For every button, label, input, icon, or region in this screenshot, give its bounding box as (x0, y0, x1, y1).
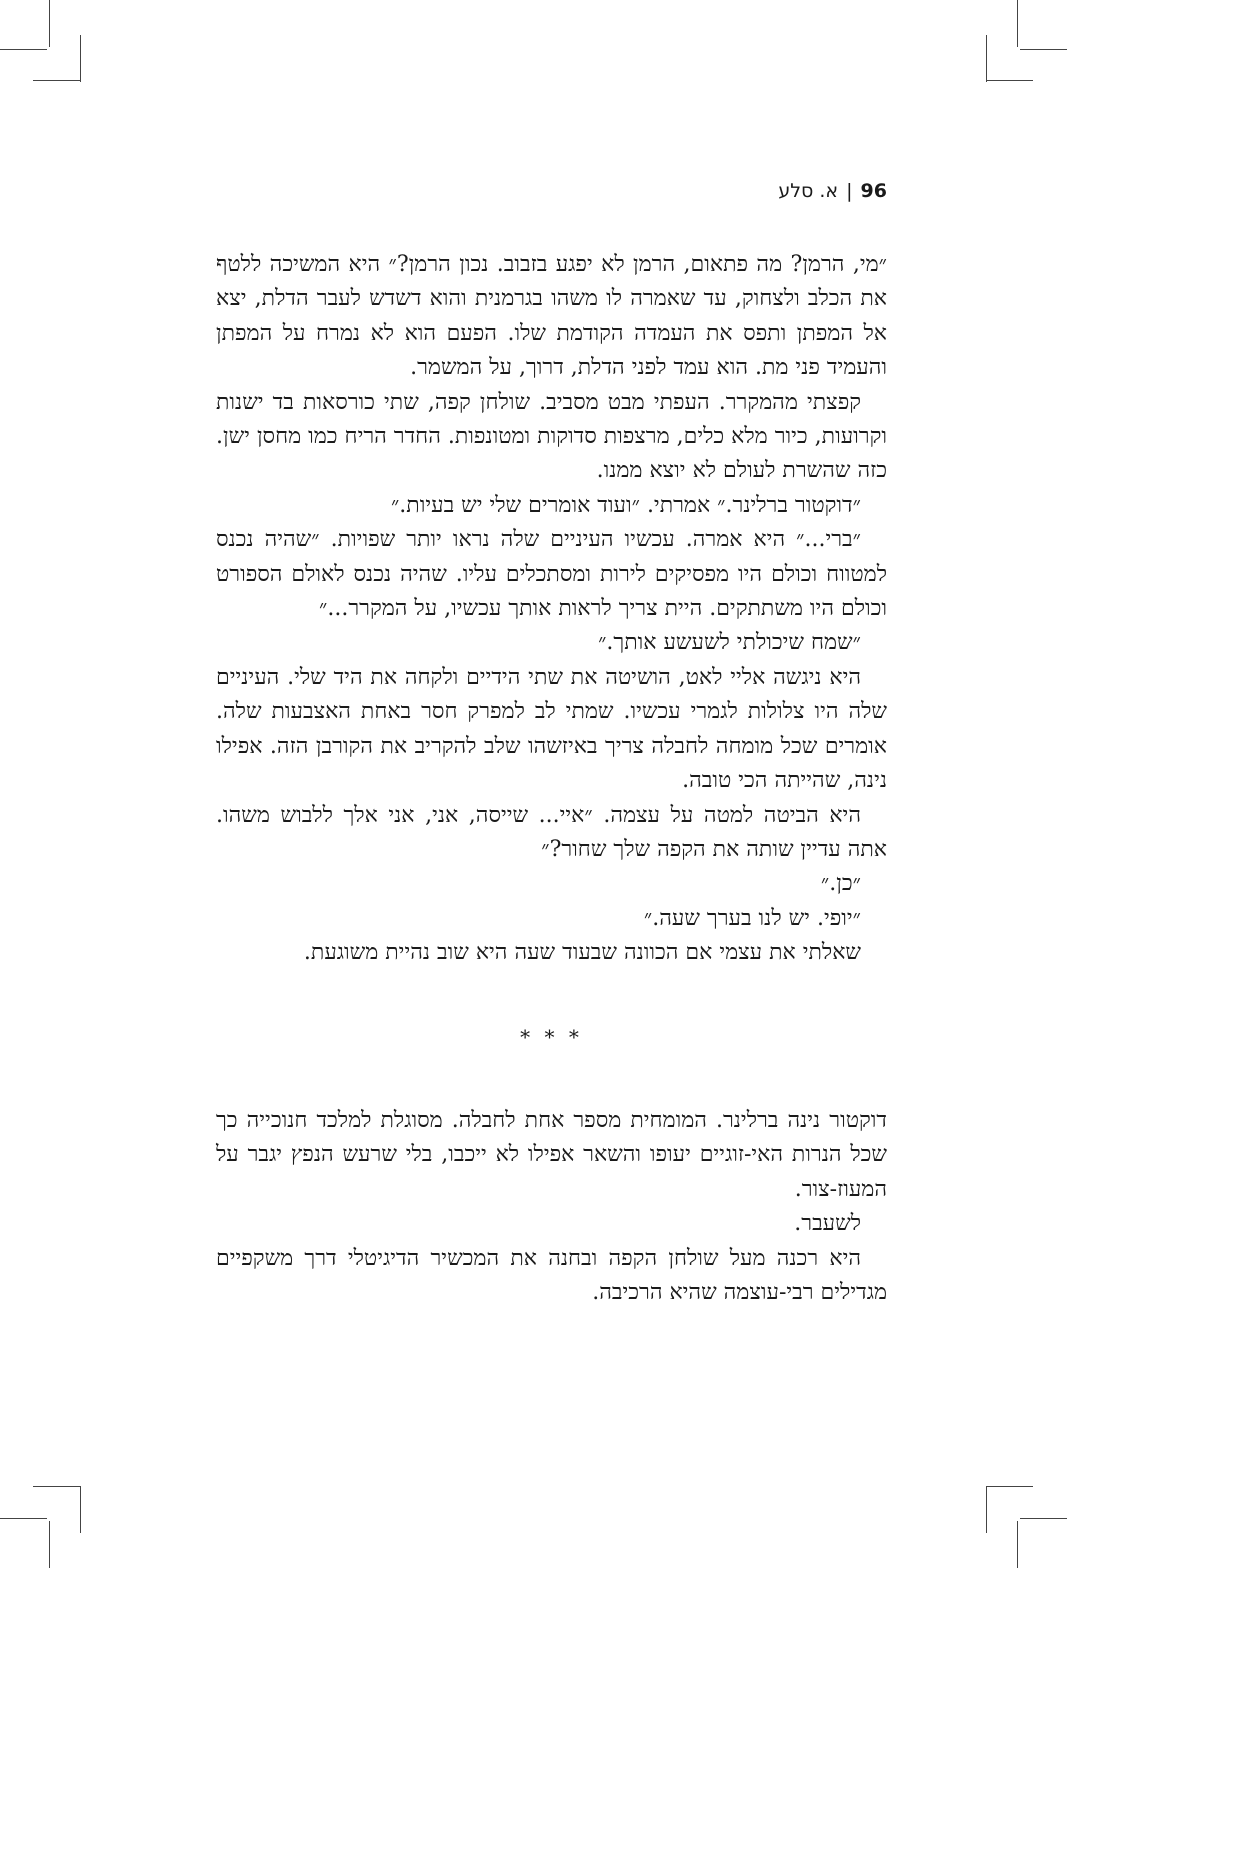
crop-mark (1017, 0, 1018, 47)
crop-mark (33, 80, 80, 81)
header-separator: | (846, 180, 853, 202)
crop-mark (49, 0, 50, 47)
paragraph: ״יופי. יש לנו בערך שעה.״ (643, 905, 861, 931)
paragraph: ״דוקטור ברלינר.״ אמרתי. ״ועוד אומרים שלי יש בעיות.״ (390, 492, 861, 518)
paragraph: היא רכנה מעל שולחן הקפה ובחנה את המכשיר הדיגיטלי דרך משקפיים מגדילים רבי-עוצמה שהיא הרכיבה. (216, 1245, 887, 1305)
paragraph: ״ברי...״ היא אמרה. עכשיו העיניים שלה נראו יותר שפויות. ״שהיה נכנס למטווח וכולם היו מפסיקים לירות ומסתכלים עליו. שהיה נכנס לאולם הספורט וכולם היו משתתקים. היית צריך לראות אותך עכשיו, על המקרר...״ (216, 527, 887, 622)
paragraph: לשעבר. (794, 1211, 861, 1237)
scene-break: * * * (520, 1024, 583, 1049)
crop-mark (33, 1486, 80, 1487)
crop-mark (1017, 1521, 1018, 1568)
page-number: 96 (860, 180, 887, 202)
paragraph: שאלתי את עצמי אם הכוונה שבעוד שעה היא שוב נהיית משוגעת. (303, 940, 861, 966)
paragraph: ״שמח שיכולתי לשעשע אותך.״ (598, 630, 861, 656)
crop-mark (986, 1486, 987, 1533)
page-body (216, 248, 887, 1310)
paragraph: היא ניגשה אליי לאט, הושיטה את שתי הידיים ולקחה את היד שלי. העיניים שלה היו צלולות לגמרי עכשיו. שמתי לב למפרק חסר באחת האצבעות שלה. אומרים שכל מומחה לחבלה צריך באיזשהו שלב להקריב את הקורבן הזה. אפילו נינה, שהייתה הכי טובה. (216, 664, 887, 794)
crop-mark (986, 80, 1033, 81)
paragraph: ״מי, הרמן? מה פתאום, הרמן לא יפגע בזבוב. נכון הרמן?״ היא המשיכה ללטף את הכלב ולצחוק, עד שאמרה לו משהו בגרמנית והוא דשדש לעבר הדלת, יצא אל המפתן ותפס את העמדה הקודמת שלו. הפעם הוא לא נמרח על המפתן והעמיד פני מת. הוא עמד לפני הדלת, דרוך, על המשמר. (216, 252, 887, 381)
crop-mark (49, 1521, 50, 1568)
paragraph: היא הביטה למטה על עצמה. ״איי... שייסה, אני, אני אלך ללבוש משהו. אתה עדיין שותה את הקפה שלך שחור?״ (216, 802, 887, 862)
paragraph: ״כן.״ (820, 871, 861, 897)
crop-mark (80, 35, 81, 82)
crop-mark (986, 1486, 1033, 1487)
crop-mark (0, 49, 47, 50)
paragraph: קפצתי מהמקרר. העפתי מבט מסביב. שולחן קפה, שתי כורסאות בד ישנות וקרועות, כיור מלא כלים, מרצפות סדוקות ומטונפות. החדר הריח כמו מחסן ישן. כזה שהשרת לעולם לא יוצא ממנו. (216, 389, 887, 484)
paragraph: דוקטור נינה ברלינר. המומחית מספר אחת לחבלה. מסוגלת למלכד חנוכייה כך שכל הנרות האי-זוגיים יעופו והשאר אפילו לא ייכבו, בלי שרעש הנפץ יגבר על המעוז-צור. (216, 1107, 887, 1202)
crop-mark (0, 1518, 47, 1519)
crop-mark (80, 1486, 81, 1533)
crop-mark (986, 35, 987, 82)
crop-mark (1020, 49, 1067, 50)
crop-mark (1020, 1518, 1067, 1519)
running-header (216, 178, 887, 204)
author-name: א. סלע (778, 180, 839, 202)
